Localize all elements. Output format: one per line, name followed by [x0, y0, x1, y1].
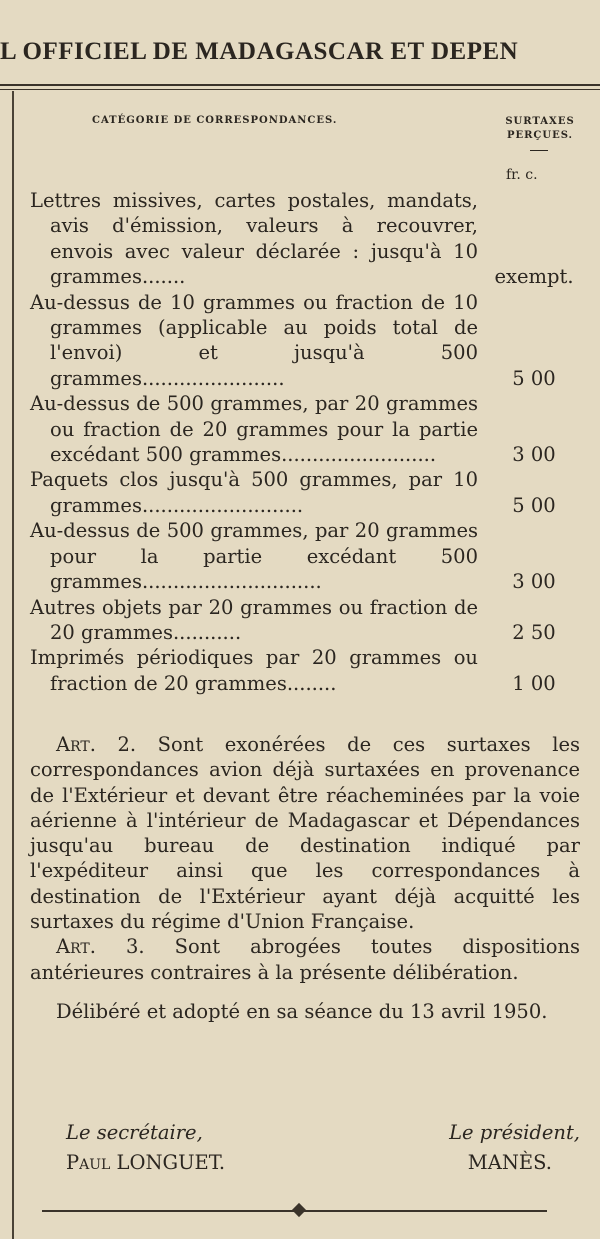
- article-2-text: Sont exonérées de ces surtaxes les correspondances avion déjà surtaxées en provenance de l'Extérieur et devant être réacheminées par la voie aérienne à l'intérieur de Madagascar et Dépendances jusqu'au bureau de destination indiqué par l'expéditeur ainsi que les correspondances à destination de l'Extérieur ayant déjà acquitté les surtaxes du régime d'Union Française.: [30, 733, 580, 934]
- row-value: 2 50: [512, 620, 556, 644]
- article-3: [30, 934, 580, 985]
- surtaxes-column-header: [490, 115, 590, 143]
- footer-ornament: [292, 1203, 306, 1217]
- row-description: Au-dessus de 10 grammes ou fraction de 10 grammes (applicable au poids total de l'envoi) et jusqu'à 500 grammes.......................: [30, 290, 478, 390]
- row-description: Au-dessus de 500 grammes, par 20 grammes pour la partie excédant 500 grammes.............................: [30, 519, 478, 594]
- category-column-header: CATÉGORIE DE CORRESPONDANCES.: [92, 115, 338, 126]
- surtaxes-header-line1: SURTAXES: [505, 116, 575, 127]
- deliberation-text: Délibéré et adopté en sa séance du 13 avril 1950.: [56, 999, 548, 1023]
- row-value: 3 00: [512, 570, 556, 594]
- secretary-title: Le secrétaire,: [66, 1121, 203, 1144]
- table-row: [30, 518, 590, 594]
- header-rule-thin: [0, 89, 600, 90]
- row-description: Au-dessus de 500 grammes, par 20 grammes ou fraction de 20 grammes pour la partie excédant 500 grammes.........................: [30, 392, 478, 467]
- president-name: MANÈS.: [467, 1151, 552, 1174]
- header-dash: [530, 150, 548, 151]
- row-value: exempt.: [494, 265, 574, 289]
- table-row: [30, 188, 590, 290]
- president-title: Le président,: [449, 1121, 580, 1144]
- secretary-signature: [66, 1118, 225, 1178]
- header-rule: [0, 84, 600, 86]
- row-value: 1 00: [512, 671, 556, 695]
- page-header: L OFFICIEL DE MADAGASCAR ET DEPEN: [0, 38, 519, 65]
- row-description: Imprimés périodiques par 20 grammes ou fraction de 20 grammes........: [30, 646, 478, 695]
- surtax-table: [30, 188, 590, 696]
- row-description: Paquets clos jusqu'à 500 grammes, par 10 grammes..........................: [30, 468, 478, 517]
- column-divider: [12, 91, 14, 1239]
- article-2-label: Art. 2.: [56, 733, 137, 756]
- table-row: [30, 595, 590, 646]
- surtaxes-header-line2: PERÇUES.: [506, 130, 574, 141]
- row-value: 3 00: [512, 443, 556, 467]
- table-row: [30, 645, 590, 696]
- article-2: [30, 732, 580, 934]
- row-value: 5 00: [512, 493, 556, 517]
- row-value: 5 00: [512, 366, 556, 390]
- table-row: [30, 467, 590, 518]
- row-description: Lettres missives, cartes postales, mandats, avis d'émission, valeurs à recouvrer, envois avec valeur déclarée : jusqu'à 10 grammes.......: [30, 189, 478, 289]
- row-description: Autres objets par 20 grammes ou fraction de 20 grammes...........: [30, 595, 478, 644]
- secretary-name: Paul LONGUET.: [66, 1151, 226, 1174]
- article-text: [30, 732, 580, 1024]
- president-signature: [449, 1118, 580, 1178]
- table-row: [30, 290, 590, 392]
- table-row: [30, 391, 590, 467]
- article-3-text: Sont abrogées toutes dispositions antérieures contraires à la présente délibération.: [30, 935, 581, 984]
- article-3-label: Art. 3.: [56, 935, 145, 959]
- unit-label: fr. c.: [506, 167, 538, 183]
